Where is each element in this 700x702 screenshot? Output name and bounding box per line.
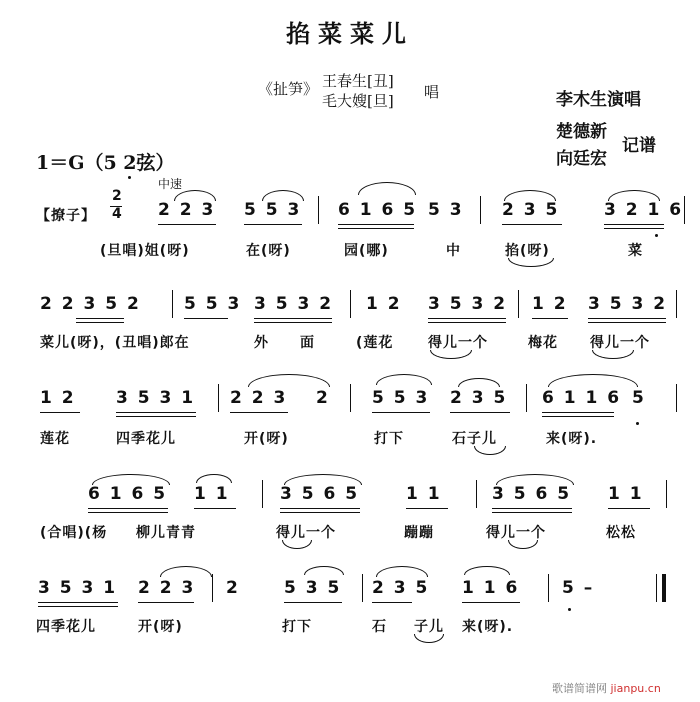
barline [476, 480, 477, 508]
barline [656, 574, 657, 602]
lyric-r3-3: 开(呀) [244, 431, 289, 447]
barline [218, 384, 219, 412]
beam [604, 224, 664, 225]
barline [480, 196, 481, 224]
notes-r4-m2a: 3 5 6 5 [280, 484, 360, 504]
beam [542, 416, 614, 417]
notes-r4-m2b: 1 1 [406, 484, 442, 504]
lyric-r2-4: (莲花 [356, 335, 394, 351]
lyric-r3-2: 四季花儿 [116, 431, 176, 447]
role-dan: 毛大嫂[旦] [322, 92, 394, 110]
lyric-r3-4: 打下 [374, 431, 404, 447]
notes-r3-m1a: 1 2 [40, 388, 76, 408]
lyric-r3-6: 来(呀). [546, 431, 598, 447]
slur [196, 474, 232, 483]
watermark-site: 歌谱简谱网 jianpu.cn [552, 682, 661, 695]
slur [160, 566, 212, 577]
slur [376, 374, 432, 385]
notes-r2-m2b: 3 5 3 2 [254, 294, 334, 314]
beam [76, 322, 124, 323]
beam [38, 606, 118, 607]
beam [138, 602, 194, 603]
notes-r1-grace: 5 3 [428, 200, 464, 220]
barline [666, 480, 667, 508]
beam [608, 508, 650, 509]
lyric-r4-5: 得儿一个 [486, 525, 546, 541]
notes-r2-m2a: 5 5 3 [184, 294, 242, 314]
role-chou: 王春生[丑] [322, 72, 394, 90]
beam [338, 228, 414, 229]
lyric-r5-4: 石 [372, 619, 387, 635]
source-opera: 《扯笋》 [258, 80, 319, 98]
slur [504, 190, 556, 201]
notes-r1-m2: 5 5 3 [244, 200, 302, 220]
barline [262, 480, 263, 508]
sing-label: 唱 [424, 83, 440, 101]
lyric-slur [414, 634, 444, 643]
lyric-r1-4: 中 [446, 243, 461, 259]
slur [262, 190, 304, 201]
lyric-r5-3: 打下 [282, 619, 312, 635]
slur [304, 566, 344, 575]
lyric-r5-2: 开(呀) [138, 619, 183, 635]
beam [542, 412, 614, 413]
slur [376, 566, 428, 577]
lyric-r1-2: 在(呀) [246, 243, 291, 259]
beam [76, 318, 124, 319]
barline [362, 574, 363, 602]
beam [158, 224, 216, 225]
notes-r2-m3b: 3 5 3 2 [428, 294, 508, 314]
lyric-r5-6: 来(呀). [462, 619, 514, 635]
lyric-r2-3: 面 [300, 335, 315, 351]
slur [548, 374, 638, 387]
beam [230, 412, 288, 413]
notes-r3-m4b: 5 [632, 388, 646, 408]
beam [604, 228, 664, 229]
tempo-marking: 中速 [158, 177, 183, 191]
lyric-r2-7: 得儿一个 [590, 335, 650, 351]
lyric-r4-1: (合唱)(杨 [40, 525, 108, 541]
notes-r3-m2a: 2 2 3 [230, 388, 288, 408]
lyric-slur [508, 258, 554, 267]
performer: 李木生演唱 [556, 90, 641, 110]
slur [458, 378, 500, 387]
lyric-r2-1: 菜儿(呀)，(丑唱)郎在 [40, 335, 190, 351]
beam [502, 224, 562, 225]
notes-r2-m4b: 3 5 3 2 [588, 294, 668, 314]
notes-r3-m1b: 3 5 3 1 [116, 388, 196, 408]
lyric-slur [508, 540, 538, 549]
lyric-slur [282, 540, 312, 549]
notes-r3-m4a: 6 1 1 6 [542, 388, 622, 408]
beam [280, 508, 360, 509]
beam [428, 318, 506, 319]
beam [194, 508, 236, 509]
beam [588, 322, 666, 323]
beam [372, 412, 430, 413]
lyric-r2-6: 梅花 [528, 335, 558, 351]
beam [284, 602, 342, 603]
time-sig-top: 2 [112, 188, 124, 204]
notes-r5-m4: 5 – [562, 578, 595, 598]
barline [518, 290, 519, 318]
notes-r3-m3a: 5 5 3 [372, 388, 430, 408]
slur [284, 474, 362, 485]
barline [548, 574, 549, 602]
lyric-r4-4: 蹦蹦 [404, 525, 434, 541]
watermark-url: jianpu.cn [610, 682, 661, 695]
notes-r1-m5: 3 2 1 6 [604, 200, 684, 220]
lyric-slur [430, 350, 472, 359]
lyric-r2-2: 外 [254, 335, 269, 351]
notes-r5-m3a: 2 3 5 [372, 578, 430, 598]
barline [318, 196, 319, 224]
notated-label: 记谱 [622, 136, 656, 156]
lyric-r4-3: 得儿一个 [276, 525, 336, 541]
low-dot [655, 234, 658, 237]
notes-r2-m3a: 1 2 [366, 294, 402, 314]
beam [254, 322, 332, 323]
beam [184, 318, 228, 319]
beam [428, 322, 506, 323]
beam [532, 318, 568, 319]
lyric-r5-1: 四季花儿 [36, 619, 96, 635]
slur [608, 190, 660, 201]
lyric-r4-6: 松松 [606, 525, 636, 541]
lyric-r4-2: 柳儿青青 [136, 525, 196, 541]
time-sig-bottom: 4 [112, 206, 124, 222]
beam [406, 508, 448, 509]
final-barline [662, 574, 666, 602]
barline [172, 290, 173, 318]
lyric-r1-1: (旦唱)姐(呀) [100, 243, 190, 259]
barline [350, 384, 351, 412]
notes-r1-m3: 6 1 6 5 [338, 200, 418, 220]
lyric-r1-5: 掐(呀) [505, 243, 550, 259]
notes-r1-m4: 2 3 5 [502, 200, 560, 220]
notes-r5-m1a: 3 5 3 1 [38, 578, 118, 598]
beam [38, 602, 118, 603]
notes-r1-m1: 2 2 3 [158, 200, 216, 220]
slur [358, 182, 416, 195]
beam [492, 508, 572, 509]
beam [116, 412, 196, 413]
beam [116, 416, 196, 417]
barline [350, 290, 351, 318]
beam [88, 508, 168, 509]
beam [450, 412, 510, 413]
slur [248, 374, 330, 387]
beam [588, 318, 666, 319]
lyric-r2-5: 得儿一个 [428, 335, 488, 351]
beam [280, 512, 360, 513]
lyric-r1-6: 菜 [628, 243, 643, 259]
low-dot [128, 176, 131, 179]
barline [526, 384, 527, 412]
barline [676, 290, 677, 318]
notator-2: 向廷宏 [556, 149, 607, 169]
lyric-slur [592, 350, 634, 359]
barline [676, 384, 677, 412]
beam [338, 224, 414, 225]
notes-r3-m3b: 2 3 5 [450, 388, 508, 408]
slur [464, 566, 510, 575]
beam [244, 224, 302, 225]
beam [88, 512, 168, 513]
notes-r5-m2b: 5 3 5 [284, 578, 342, 598]
lyric-r3-1: 莲花 [40, 431, 70, 447]
notes-r4-m1a: 6 1 6 5 [88, 484, 168, 504]
slur [92, 474, 170, 485]
lyric-r5-5: 子儿 [414, 619, 444, 635]
beam [254, 318, 332, 319]
notes-r2-m1: 2 2 3 5 2 [40, 294, 141, 314]
barline [212, 574, 213, 602]
beam [462, 602, 520, 603]
notes-r5-m1b: 2 2 3 [138, 578, 196, 598]
low-dot [568, 608, 571, 611]
notes-r3-m2b: 2 [316, 388, 330, 408]
notes-r2-m4a: 1 2 [532, 294, 568, 314]
low-dot [636, 422, 639, 425]
page-title: 掐菜菜儿 [286, 19, 414, 48]
notes-r4-m3b: 1 1 [608, 484, 644, 504]
beam [492, 512, 572, 513]
beam [40, 412, 80, 413]
barline [684, 196, 685, 224]
key-signature: 1＝G（5 2弦） [36, 152, 175, 174]
notes-r5-m2a: 2 [226, 578, 240, 598]
lyric-r3-5: 石子儿 [452, 431, 497, 447]
notes-r4-m1b: 1 1 [194, 484, 230, 504]
clapper-tag: 【撩子】 [36, 208, 96, 224]
lyric-slur [474, 446, 506, 455]
beam [372, 602, 412, 603]
notes-r5-m3b: 1 1 6 [462, 578, 520, 598]
notator-1: 楚德新 [556, 122, 607, 142]
notes-r4-m3a: 3 5 6 5 [492, 484, 572, 504]
lyric-r1-3: 园(哪) [344, 243, 389, 259]
slur [496, 474, 574, 485]
